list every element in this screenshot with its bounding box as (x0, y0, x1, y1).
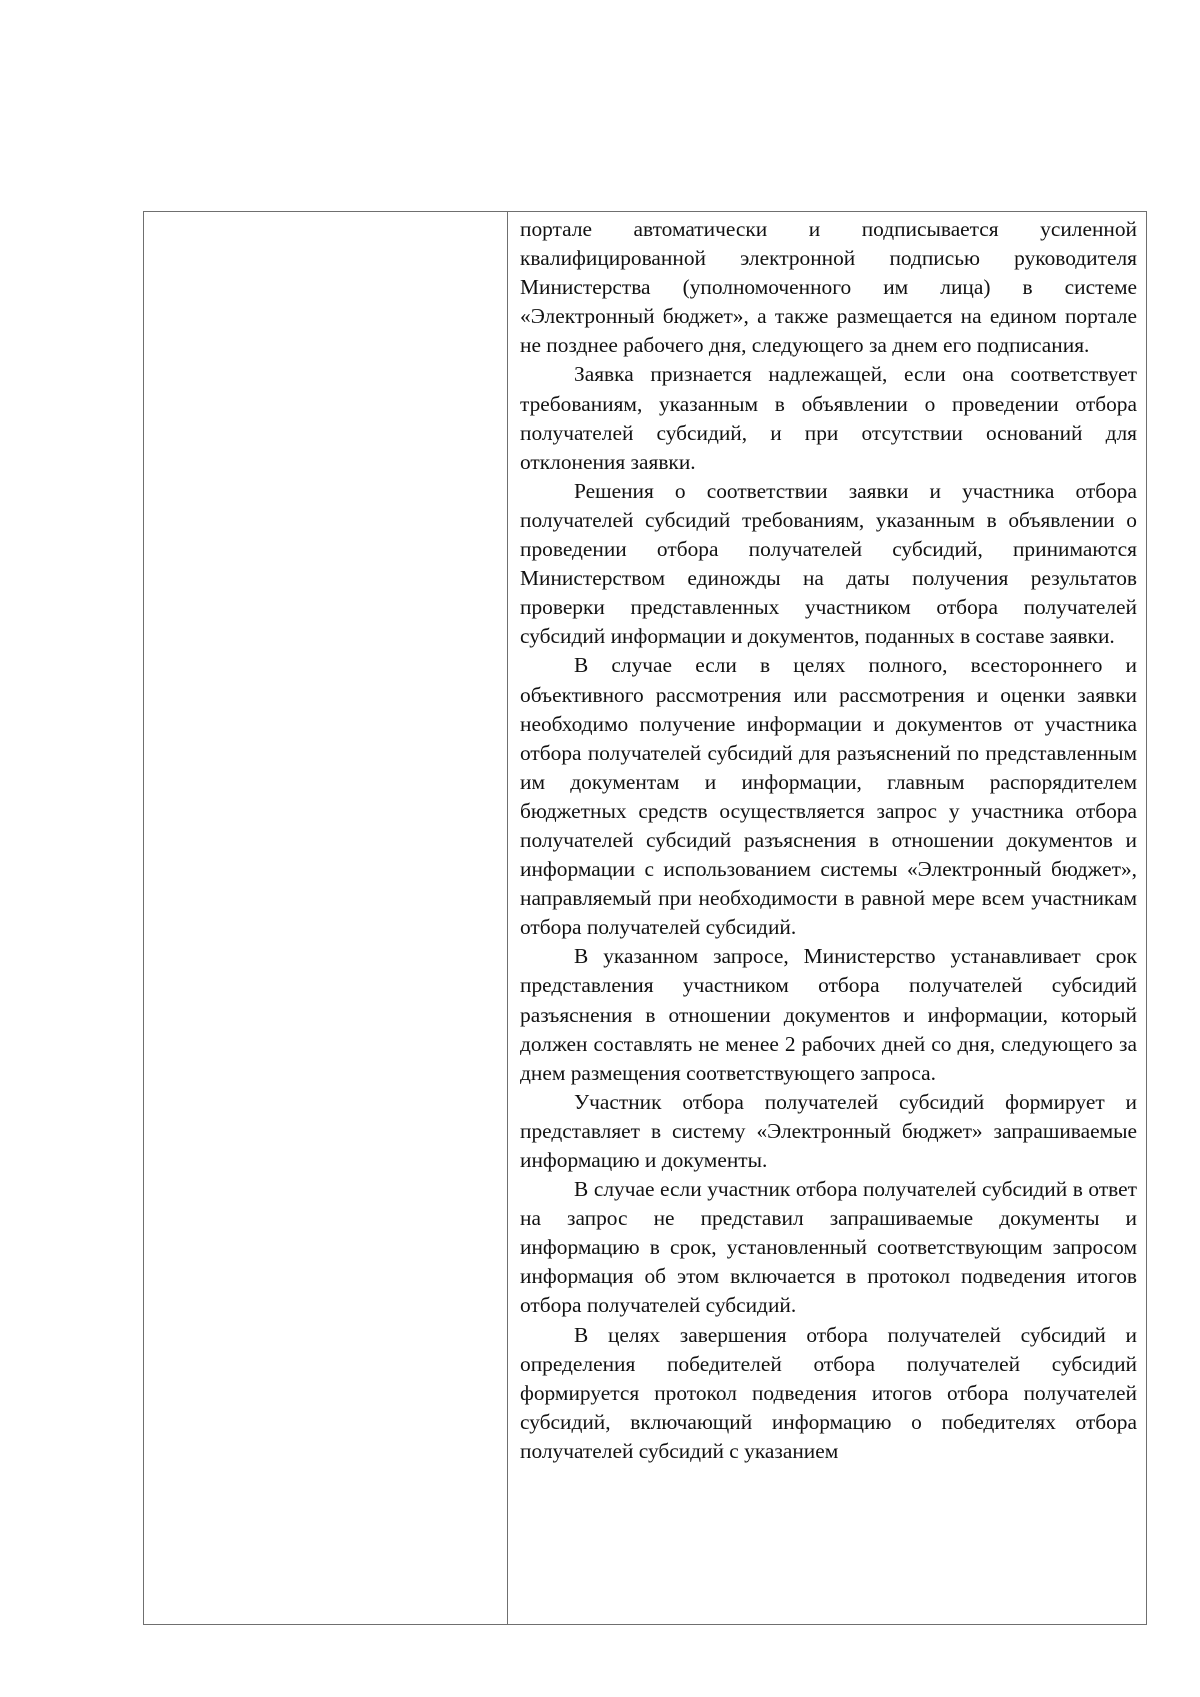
paragraph-4: В случае если в целях полного, всестороннего и объективного рассмотрения или рассмотрения и оценки заявки необходимо получение информации и документов от участника отбора получателей субсидий для разъяснений по представленным им документам и информации, главным распорядителем бюджетных средств осуществляется запрос у участника отбора получателей субсидий разъяснения в отношении документов и информации с использованием системы «Электронный бюджет», направляемый при необходимости в равной мере всем участникам отбора получателей субсидий. (520, 653, 1137, 940)
paragraph-8: В целях завершения отбора получателей субсидий и определения победителей отбора получателей субсидий формируется протокол подведения итогов отбора получателей субсидий, включающий информацию о победителях отбора получателей субсидий с указанием (520, 1322, 1137, 1463)
paragraph-2: Заявка признается надлежащей, если она соответствует требованиям, указанным в объявлении о проведении отбора получателей субсидий, и при отсутствии оснований для отклонения заявки. (520, 362, 1137, 474)
paragraph-5: В указанном запросе, Министерство устанавливает срок представления участником отбора получателей субсидий разъяснения в отношении документов и информации, который должен составлять не менее 2 рабочих дней со дня, следующего за днем размещения соответствующего запроса. (520, 944, 1137, 1085)
paragraph-6: Участник отбора получателей субсидий формирует и представляет в систему «Электронный бюджет» запрашиваемые информацию и документы. (520, 1089, 1137, 1172)
paragraph-7: В случае если участник отбора получателей субсидий в ответ на запрос не представил запрашиваемые документы и информацию в срок, установленный соответствующим запросом информация об этом включается в протокол подведения итогов отбора получателей субсидий. (520, 1177, 1137, 1318)
paragraph-1: портале автоматически и подписывается усиленной квалифицированной электронной подписью руководителя Министерства (уполномоченного им лица) в системе «Электронный бюджет», а также размещается на едином портале не позднее рабочего дня, следующего за днем его подписания. (520, 217, 1137, 358)
paragraph-3: Решения о соответствии заявки и участника отбора получателей субсидий требованиям, указанным в объявлении о проведении отбора получателей субсидий, принимаются Министерством единожды на даты получения результатов проверки представленных участником отбора получателей субсидий информации и документов, поданных в составе заявки. (520, 478, 1137, 649)
table-left-cell (144, 212, 508, 1624)
document-table (143, 211, 1147, 1625)
table-right-cell (508, 212, 1146, 1624)
